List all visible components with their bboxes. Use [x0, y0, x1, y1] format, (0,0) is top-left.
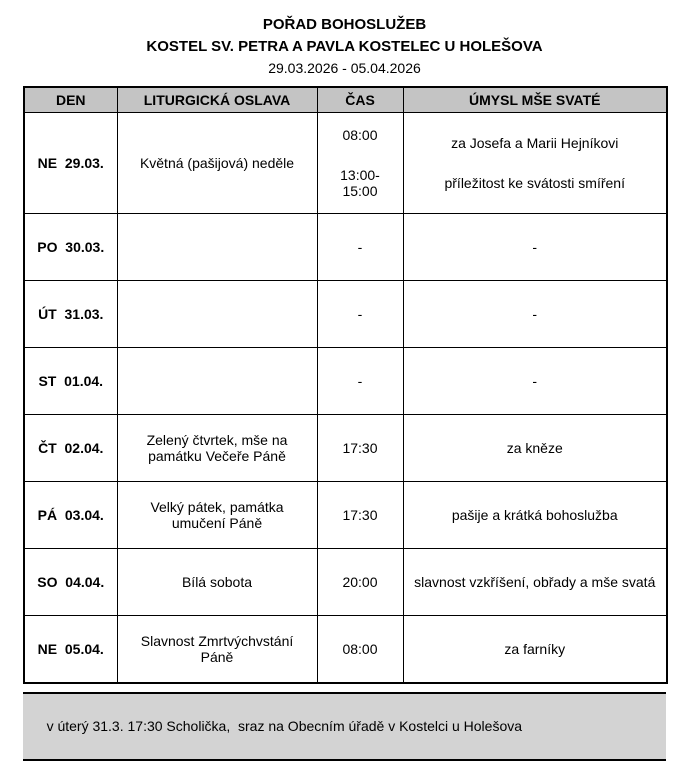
table-row-pa-03-04 [24, 482, 667, 549]
day-cell: PÁ 03.04. [24, 482, 117, 549]
celebration-cell: Zelený čtvrtek, mše na památku Večeře Páně [117, 415, 317, 482]
table-row-po-30-03 [24, 214, 667, 281]
col-header-liturgicka-oslava: LITURGICKÁ OSLAVA [117, 87, 317, 113]
celebration-cell: Slavnost Zmrtvýchvstání Páně [117, 616, 317, 684]
day-cell: PO 30.03. [24, 214, 117, 281]
time-cell: 17:30 [317, 415, 403, 482]
intention-cell: - [403, 214, 667, 281]
celebration-cell: Velký pátek, památka umučení Páně [117, 482, 317, 549]
intention-line-1: za Josefa a Marii Hejníkovi [451, 135, 619, 151]
intention-line-2: příležitost ke svátosti smíření [444, 175, 625, 191]
intention-cell: pašije a krátká bohoslužba [403, 482, 667, 549]
celebration-cell: Bílá sobota [117, 549, 317, 616]
col-header-cas: ČAS [317, 87, 403, 113]
page-title: POŘAD BOHOSLUŽEB [262, 16, 427, 33]
day-cell: ČT 02.04. [24, 415, 117, 482]
intention-cell [403, 113, 667, 214]
day-cell: SO 04.04. [24, 549, 117, 616]
time-cell: 17:30 [317, 482, 403, 549]
intention-cell: slavnost vzkříšení, obřady a mše svatá [403, 549, 667, 616]
col-header-den: DEN [24, 87, 117, 113]
page-subtitle: KOSTEL SV. PETRA A PAVLA KOSTELEC U HOLEŠOVA [146, 38, 543, 55]
table-row-ut-31-03 [24, 281, 667, 348]
celebration-cell [117, 348, 317, 415]
time-cell: - [317, 214, 403, 281]
day-cell: NE 05.04. [24, 616, 117, 684]
header-row [24, 87, 667, 113]
day-cell: ÚT 31.03. [24, 281, 117, 348]
time-line-2: 13:00-15:00 [340, 167, 380, 199]
intention-cell: za kněze [403, 415, 667, 482]
intention-cell: za farníky [403, 616, 667, 684]
day-cell: ST 01.04. [24, 348, 117, 415]
time-cell: 08:00 [317, 616, 403, 684]
table-row-ct-02-04 [24, 415, 667, 482]
time-cell: - [317, 348, 403, 415]
table-row-so-04-04 [24, 549, 667, 616]
table-row-st-01-04 [24, 348, 667, 415]
time-cell [317, 113, 403, 214]
footer-note: v úterý 31.3. 17:30 Scholička, sraz na Obecním úřadě v Kostelci u Holešova [46, 718, 523, 734]
intention-cell: - [403, 281, 667, 348]
footer-note-bar [23, 692, 666, 761]
time-cell: 20:00 [317, 549, 403, 616]
day-cell: NE 29.03. [24, 113, 117, 214]
celebration-cell [117, 281, 317, 348]
date-range: 29.03.2026 - 05.04.2026 [268, 60, 421, 76]
schedule-table [23, 86, 668, 684]
time-line-1: 08:00 [342, 127, 378, 143]
table-row-ne-29-03 [24, 113, 667, 214]
celebration-cell: Květná (pašijová) neděle [117, 113, 317, 214]
time-cell: - [317, 281, 403, 348]
table-row-ne-05-04 [24, 616, 667, 684]
intention-cell: - [403, 348, 667, 415]
celebration-cell [117, 214, 317, 281]
col-header-umysl-mse-svate: ÚMYSL MŠE SVATÉ [403, 87, 667, 113]
